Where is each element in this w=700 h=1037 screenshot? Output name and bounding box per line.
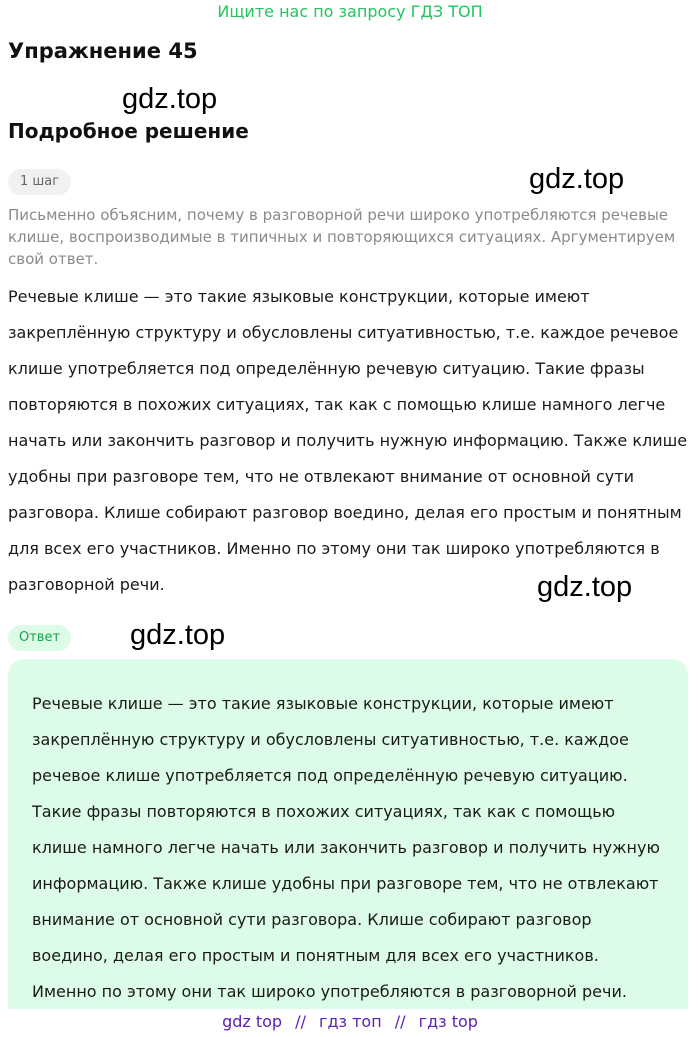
answer-text: Речевые клише — это такие языковые конструкции, которые имеют закреплённую структуру и обусловлены ситуативностью, т.е. каждое речевое клише употребляется под определённую речевую ситуацию. Такие фразы повторяются в похожих ситуациях, так как с помощью клише намного легче начать или закончить разговор и получить нужную информацию. Также клише удобны при разговоре тем, что не отвлекают внимание от основной сути разговора. Клише собирают разговор воедино, делая его простым и понятным для всех его участников. Именно по этому они так широко употребляются в разговорной речи. [32, 694, 660, 1001]
solution-text: Речевые клише — это такие языковые конструкции, которые имеют закреплённую структуру и обусловлены ситуативностью, т.е. каждое речевое клише употребляется под определённую речевую ситуацию. Такие фразы повторяются в похожих ситуациях, так как с помощью клише намного легче начать или закончить разговор и получить нужную информацию. Также клише удобны при разговоре тем, что не отвлекают внимание от основной сути разговора. Клише собирают разговор воедино, делая его простым и понятным для всех его участников. Именно по этому они так широко употребляются в разговорной речи. [8, 287, 688, 594]
answer-badge: Ответ [8, 625, 71, 651]
watermark: gdz.top [537, 571, 633, 603]
footer-links [0, 1010, 700, 1034]
footer-link-gdz-top-mixed[interactable]: гдз top [418, 1012, 478, 1031]
search-banner: Ищите нас по запросу ГДЗ ТОП [217, 2, 483, 21]
answer-box [8, 659, 688, 1009]
footer-link-gdz-top-ru[interactable]: гдз топ [319, 1012, 382, 1031]
solution-heading: Подробное решение [8, 119, 249, 143]
watermark: gdz.top [529, 163, 625, 195]
watermark: gdz.top [122, 83, 218, 115]
exercise-title: Упражнение 45 [8, 39, 198, 63]
footer-link-gdz-top[interactable]: gdz top [222, 1012, 283, 1031]
watermark: gdz.top [130, 619, 226, 651]
step-badge: 1 шаг [8, 169, 71, 195]
footer-separator: // [394, 1012, 406, 1031]
task-description: Письменно объясним, почему в разговорной речи широко употребляются речевые клише, воспроизводимые в типичных и повторяющихся ситуациях. Аргументируем свой ответ. [8, 206, 676, 268]
footer-separator: // [295, 1012, 306, 1031]
